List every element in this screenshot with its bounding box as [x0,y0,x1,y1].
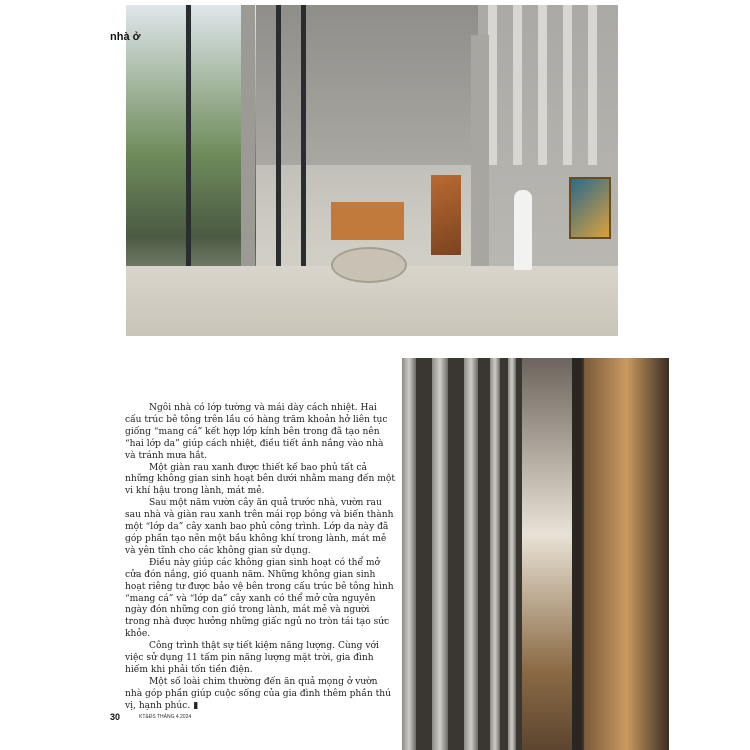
issue-label: KT&ĐS THÁNG 4.2024 [139,714,192,720]
paragraph: Sau một năm vườn cây ăn quả trước nhà, vườn rau sau nhà và giàn rau xanh trên mái rọp bóng và biến thành một “lớp da” cây xanh bao phủ công trình. Lớp da này đã góp phần tạo nên một bầu không khí trong lành, mát mẻ và yên tĩnh cho các không gian sử dụng. [125,498,394,556]
article-body [125,403,395,713]
wall-painting [569,177,611,239]
section-label: nhà ở [110,31,141,43]
paragraph: Điều này giúp các không gian sinh hoạt có thể mở cửa đón nắng, gió quanh năm. Những không gian sinh hoạt riêng tư được bảo vệ bên trong cấu trúc bê tông hình “mang cá” và “lớp da” cây xanh có thể mở cửa nguyên ngày đón những con gió trong lành, mát mẻ và người trong nhà được hưởng những giấc ngủ no tròn tái tạo sức khỏe. [125,557,394,640]
white-statue [514,190,532,270]
paragraph: Ngôi nhà có lớp tường và mái dày cách nhiệt. Hai cấu trúc bê tông trên lầu có hàng trăm khoản hở liên tục giống “mang cá” kết hợp lớp kính bên trong đã tạo nên “hai lớp da” giúp cách nhiệt, điều tiết ánh nắng vào nhà và tránh mưa hắt. [125,403,388,461]
paragraph: Một số loài chim thường đến ăn quả mọng ở vườn nhà góp phần giúp cuộc sống của gia đình thêm phần thú vị, hạnh phúc. ▮ [125,676,391,711]
page-number: 30 [110,712,121,722]
concrete-ceiling [236,5,496,165]
paragraph: Một giàn rau xanh được thiết kế bao phủ tất cả những không gian sinh hoạt bên dưới nhằm mang đến một vi khí hậu trong lành, mát mẻ. [125,462,396,497]
wooden-cabinet [331,202,404,240]
concrete-column [471,35,489,295]
wooden-wall [584,358,669,750]
wooden-stairs [431,175,461,255]
paragraph: Công trình thật sự tiết kiệm năng lượng. Cùng với việc sử dụng 11 tấm pin năng lượng mặt trời, gia đình hiếm khi phải tốn tiền điện. [125,641,379,675]
stone-basin [331,247,407,283]
corridor-photo [402,358,669,750]
interior-living-room-photo [126,5,618,336]
